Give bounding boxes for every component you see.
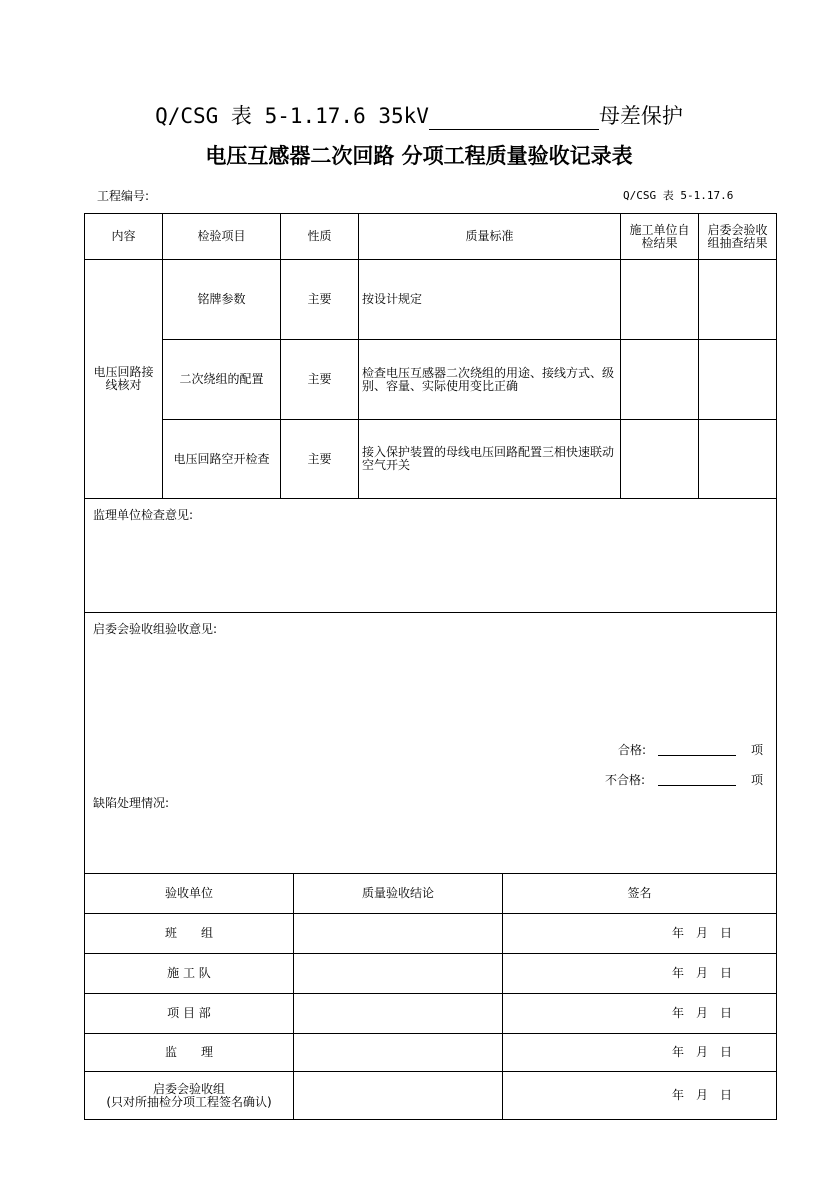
sign-unit-cell — [84, 993, 294, 1034]
signature-date-cell[interactable] — [502, 993, 777, 1034]
signature-date-cell-text: 年 月 日 — [671, 1045, 732, 1059]
nature-cell — [280, 339, 359, 420]
quality-conclusion-cell[interactable] — [293, 913, 503, 954]
quality-conclusion-cell[interactable] — [293, 993, 503, 1034]
sign-unit-cell — [84, 913, 294, 954]
nature-cell — [280, 259, 359, 340]
sign-header-text: 签名 — [627, 886, 652, 900]
content-group-cell-text: 电压回路接线核对 — [93, 365, 154, 392]
quality-conclusion-cell[interactable] — [293, 1033, 503, 1072]
sign-unit-cell-text: 班 组 — [164, 926, 213, 940]
signature-date-cell-text: 年 月 日 — [671, 926, 732, 940]
project-no-label: 工程编号: — [97, 189, 150, 203]
pass-unit: 项 — [751, 743, 764, 757]
fail-unit: 项 — [751, 773, 764, 787]
committee-check-result-cell[interactable] — [698, 419, 777, 499]
quality-conclusion-cell[interactable] — [293, 1071, 503, 1120]
sign-header — [293, 873, 503, 914]
standard-cell-text: 接入保护装置的母线电压回路配置三相快速联动空气开关 — [362, 445, 615, 472]
standard-cell — [358, 259, 621, 340]
header-cell — [358, 213, 621, 260]
header-cell-text: 检验项目 — [197, 229, 246, 243]
quality-conclusion-cell[interactable] — [293, 953, 503, 994]
defect-label: 缺陷处理情况: — [93, 796, 170, 810]
committee-opinion-box-text: 启委会验收组验收意见: — [93, 622, 218, 636]
signature-date-cell[interactable] — [502, 1071, 777, 1120]
title-prefix: Q/CSG 表 5-1.17.6 35kV — [155, 104, 429, 128]
sign-unit-cell-text: 施 工 队 — [167, 966, 211, 980]
sign-header-text: 质量验收结论 — [361, 886, 434, 900]
sign-unit-cell — [84, 1033, 294, 1072]
header-cell — [84, 213, 163, 260]
sign-header — [84, 873, 294, 914]
nature-cell-text: 主要 — [307, 451, 332, 466]
self-check-result-cell[interactable] — [620, 259, 699, 340]
inspection-item-text: 二次绕组的配置 — [179, 372, 264, 386]
header-cell — [162, 213, 281, 260]
committee-opinion-box[interactable] — [84, 612, 777, 874]
header-cell-text: 启委会验收组抽查结果 — [707, 222, 768, 250]
committee-check-result-cell[interactable] — [698, 339, 777, 420]
self-check-result-cell[interactable] — [620, 339, 699, 420]
title-suffix: 母差保护 — [598, 104, 683, 128]
form-code: Q/CSG 表 5-1.17.6 — [623, 189, 734, 202]
signature-date-cell-text: 年 月 日 — [671, 966, 732, 980]
title-line-2: 电压互感器二次回路 分项工程质量验收记录表 — [205, 144, 633, 168]
pass-label: 合格: — [618, 743, 647, 757]
header-cell-text: 内容 — [111, 229, 136, 243]
standard-cell-text: 检查电压互感器二次绕组的用途、接线方式、级别、容量、实际使用变比正确 — [362, 365, 615, 393]
nature-cell-text: 主要 — [307, 292, 332, 306]
header-cell-text: 性质 — [307, 229, 332, 243]
standard-cell-text: 按设计规定 — [362, 292, 423, 306]
header-cell — [280, 213, 359, 260]
content-group-cell — [84, 259, 163, 499]
supervisor-opinion-box-text: 监理单位检查意见: — [93, 508, 194, 522]
pass-count-field[interactable] — [658, 755, 736, 756]
sign-unit-cell — [84, 1071, 294, 1120]
header-cell — [620, 213, 699, 260]
header-cell-text: 施工单位自检结果 — [629, 222, 690, 250]
inspection-item — [162, 419, 281, 499]
nature-cell — [280, 419, 359, 499]
sign-header — [502, 873, 777, 914]
sign-unit-cell-text: 项 目 部 — [167, 1006, 211, 1020]
inspection-item-text: 铭牌参数 — [197, 292, 246, 306]
signature-date-cell-text: 年 月 日 — [671, 1088, 732, 1102]
header-cell-text: 质量标准 — [465, 229, 514, 243]
standard-cell — [358, 339, 621, 420]
inspection-item-text: 电压回路空开检查 — [173, 451, 270, 466]
inspection-item — [162, 259, 281, 340]
header-cell — [698, 213, 777, 260]
fail-label: 不合格: — [605, 773, 646, 787]
sign-header-text: 验收单位 — [164, 886, 213, 900]
signature-date-cell[interactable] — [502, 913, 777, 954]
station-name-blank[interactable] — [429, 107, 599, 130]
self-check-result-cell[interactable] — [620, 419, 699, 499]
signature-date-cell-text: 年 月 日 — [671, 1006, 732, 1020]
signature-date-cell[interactable] — [502, 1033, 777, 1072]
title-line-1 — [0, 100, 838, 130]
standard-cell — [358, 419, 621, 499]
fail-count-field[interactable] — [658, 785, 736, 786]
committee-check-result-cell[interactable] — [698, 259, 777, 340]
sign-unit-cell — [84, 953, 294, 994]
nature-cell-text: 主要 — [307, 372, 332, 386]
sign-unit-cell-text: 监 理 — [164, 1045, 213, 1059]
supervisor-opinion-box[interactable] — [84, 498, 777, 613]
signature-date-cell[interactable] — [502, 953, 777, 994]
sign-unit-cell-text: 启委会验收组 (只对所抽检分项工程签名确认) — [106, 1081, 272, 1109]
inspection-item — [162, 339, 281, 420]
